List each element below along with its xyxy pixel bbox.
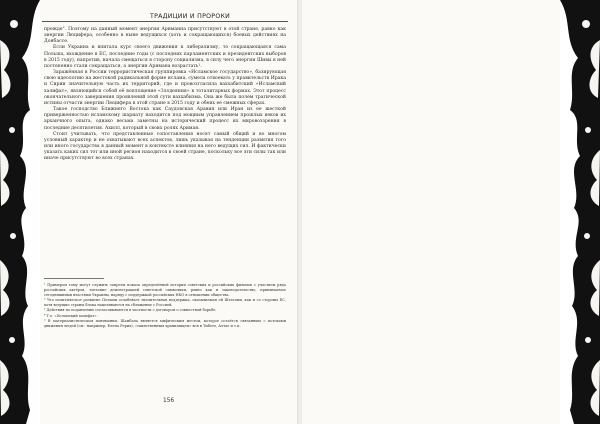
footnote: ⁵ В материалистическом понимании, Шамбала является мифическим местом, которое остаётся связанным с потоками движения людей (см.: например, Елена Рерих), «таинственным хранилищем» вся в Тибете, Алтае и т.п. (44, 318, 286, 328)
left-paragraph: Если Украина и впитала курс своего движения к либерализму, то сокращающаяся сама Польша, вхождение в ЕС, последние годы (с последних парламентских и президентских выборов в 2015 году), напротив, начала смещаться в сторону социализма, в силу чего энергии Шивы в ней постепенно стали сокращаться, а энергии Аримана возрастать¹. (44, 45, 286, 69)
footnote-rule (44, 278, 104, 279)
footnote: ¹ Примером тому могут служить запреты показа определённой истории советских и российских фильмов с участием ряда российских актёров, топтание демонстрацией советской символики, равно как и законодательство, принимаемое сегодняшними властями Украины, наряду с поддержкой российских НКО в отношении общества. (44, 283, 286, 298)
right-ornament-border (560, 0, 600, 424)
left-paragraph: прежде". Поэтому на данный момент энергии Ариманна присутствуют в этой стране, равно как энергии Люцифера, особенно в ныне ведущихся (хоть и сокращающихся) боевых действиях на Донбассе. (44, 27, 286, 45)
left-ornament-border (0, 0, 40, 424)
left-footnotes (44, 283, 286, 329)
right-page (302, 0, 600, 424)
footnote: ⁴ Т.е. «Исламский халифат». (44, 313, 98, 318)
left-paragraph: Такое господство Ближнего Востока как Саудовская Аравия или Иран из ее жесткой приверженностью исламскому шариату находится под мощным управлением прошлых веков их архаичного опыта, однако весьма заметны на исторический процесс их мировоззрения в последние десятилетия. Ахилл, который в своих ролях Ариман. (44, 107, 286, 131)
left-paragraph: Заражённая в России террористическая группировка «Исламское государство», базирующая свою идеологию на жестокой радикальной форме ислама, сумела отвоевать у правительств Ирака и Сирии значительную часть их территорий, где и провозгласила ваххабитский «Исламский халифат», являющийся собой её воплощение «Злодеяния» в тоталитарных формах. Этот процесс окончательного завершения проявлений этой сути ваххабизма. Она же была полем трагической истины отчасти энергии Люцифера в этой стране в 2015 году и обеих ее смежных сферах. (44, 70, 286, 106)
left-header-rule (42, 21, 288, 22)
footnote: ³ Действия по подавлению согласовываются в частности с договором о совместной борьбе. (44, 308, 217, 313)
left-body-text (44, 27, 286, 162)
footnote: ² Что политическое развитие Польши ослабевает значительная поддержка, оказываемая ей Штатами, как и со стороны ЕС, хотя ведущие страны блока нацеливаются на сближение с Россией. (44, 298, 286, 308)
left-running-head: ТРАДИЦИИ И ПРОРОКИ (150, 13, 231, 20)
left-page (0, 0, 298, 424)
left-paragraph: Стоит учитывать, что представленные сопоставления носят самый общий и во многом условный характер и не охватывают всех аспектов, лишь указывая на тенденции развития того или иного государства в данный момент в контексте влияния на него ведущих сил. И фактически указать каких сил тот или иной регион находится в своей стране, поскольку все эти силы так или иначе присутствуют во всех странах. (44, 131, 286, 162)
left-page-number: 156 (163, 398, 175, 404)
